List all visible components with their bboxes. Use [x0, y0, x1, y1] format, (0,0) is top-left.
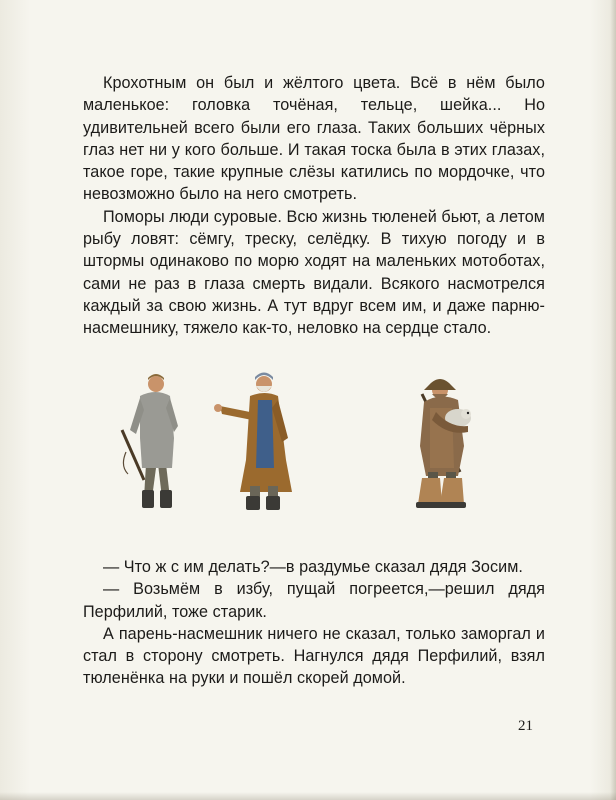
paragraph: — Возьмём в избу, пущай погреется,—решил дядя Перфилий, тоже старик. [83, 580, 545, 621]
text-block-top [83, 72, 545, 340]
page-edge-shadow [0, 792, 616, 800]
young-man-with-rifle-icon [122, 374, 178, 508]
old-man-holding-seal-pup-icon [416, 379, 471, 508]
paragraph: Поморы люди суровые. Всю жизнь тюленей бьют, а летом рыбу ловят: сёмгу, треску, селёдку. В тихую погоду и в штормы одинаково по морю ходят на маленьких мотоботах, сами не раз в глаза смерть видали. Всякого насмотрелся каждый за свою жизнь. А тут вдруг всем им, и даже парню-насмешнику, тяжело как-то, неловко на сердце стало. [83, 207, 545, 338]
paragraph: — Что ж с им делать?—в раздумье сказал дядя Зосим. [103, 558, 523, 576]
text-block-bottom [83, 556, 545, 690]
page-edge-shadow [610, 0, 616, 800]
paragraph: Крохотным он был и жёлтого цвета. Всё в нём было маленькое: головка точёная, тельце, шейка... Но удивительней всего были его глаза. Таких больших чёрных глаз нет ни у кого больше. И такая тоска была в этих глазах, такое горе, такие крупные слёзы катились по мордочке, что невозможно было на него смотреть. [83, 74, 545, 204]
old-man-in-long-coat-icon [214, 373, 292, 511]
page-number: 21 [518, 718, 533, 734]
paragraph: А парень-насмешник ничего не сказал, только заморгал и стал в сторону смотреть. Нагнулся дядя Перфилий, взял тюленёнка на руки и пошёл скорей домой. [83, 624, 545, 688]
illustration-pomors [100, 368, 520, 528]
